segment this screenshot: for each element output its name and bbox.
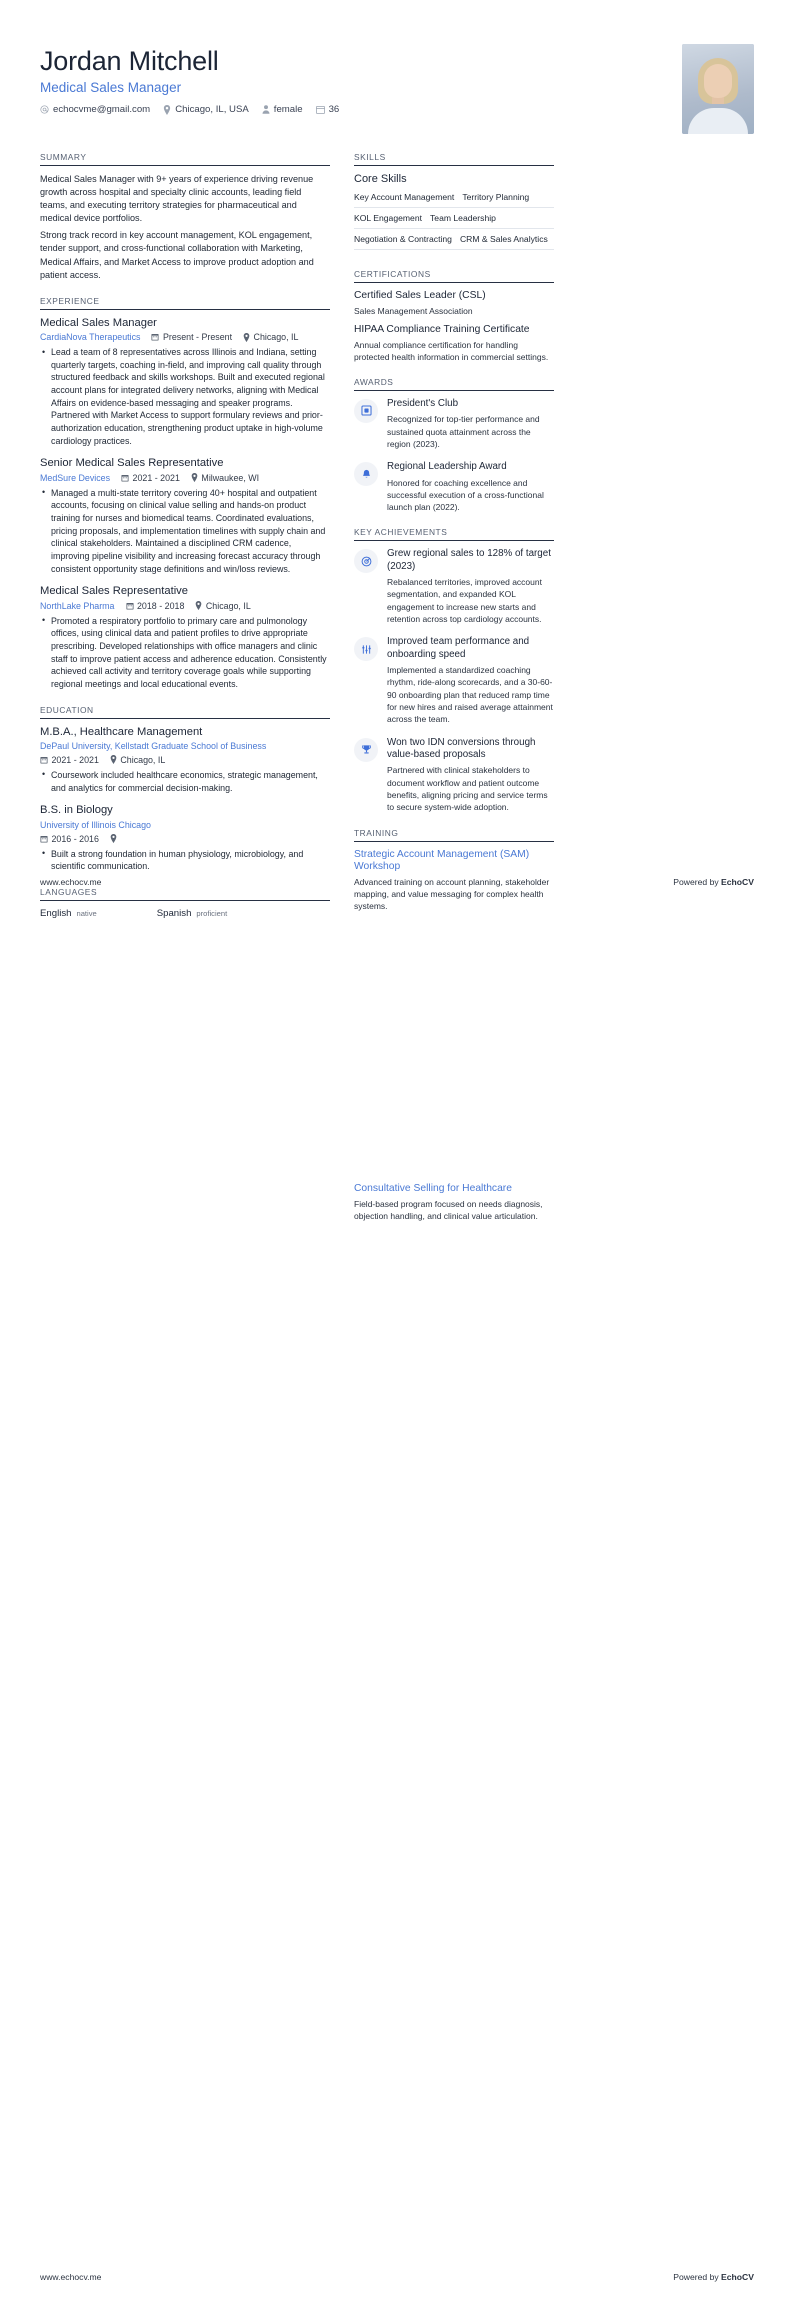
entry-title: Senior Medical Sales Representative	[40, 457, 224, 470]
certification-item	[354, 324, 554, 363]
page-title: Jordan Mitchell	[40, 46, 219, 76]
entry-org[interactable]: DePaul University, Kellstadt Graduate School of Business	[40, 740, 267, 751]
footer-powered-prefix: Powered by	[673, 877, 722, 887]
language-item	[157, 908, 228, 919]
award-title: Regional Leadership Award	[387, 461, 507, 473]
resume-header	[40, 30, 754, 134]
target-icon	[354, 549, 378, 573]
footer-powered-prefix: Powered by	[673, 2272, 722, 2282]
section-divider	[40, 718, 330, 719]
page-2	[0, 1183, 794, 2306]
section-divider	[40, 309, 330, 310]
entry-location-value: Milwaukee, WI	[201, 472, 260, 483]
location-pin-icon	[243, 333, 250, 342]
entry-dates-value: Present - Present	[162, 332, 233, 343]
entry-dates	[40, 755, 99, 765]
calendar-icon	[151, 333, 159, 341]
certification-name: Certified Sales Leader (CSL)	[354, 290, 486, 301]
location-pin-icon	[110, 755, 117, 764]
section-divider	[354, 841, 554, 842]
language-level: native	[76, 908, 97, 918]
education-entry	[40, 726, 330, 795]
entry-org[interactable]: MedSure Devices	[40, 472, 111, 483]
entry-title: B.S. in Biology	[40, 804, 113, 817]
contact-location	[163, 104, 249, 115]
entry-bullets	[40, 769, 330, 794]
contact-age-value: 36	[328, 104, 340, 116]
section-skills	[354, 152, 554, 255]
training-desc: Advanced training on account planning, stakeholder mapping, and value messaging for complex health systems.	[354, 877, 550, 912]
entry-dates-value: 2016 - 2016	[51, 833, 99, 844]
email-icon	[40, 105, 49, 114]
calendar-icon	[121, 474, 129, 482]
calendar-icon	[126, 602, 134, 610]
skill-row	[354, 234, 554, 250]
entry-org[interactable]: NorthLake Pharma	[40, 600, 115, 611]
skill-tag: Negotiation & Contracting	[354, 234, 452, 244]
section-key-achievements	[354, 527, 554, 813]
award-desc: Honored for coaching excellence and successful execution of a cross-functional launch plan (2022).	[387, 477, 544, 513]
language-item	[40, 908, 97, 919]
languages-row	[40, 908, 330, 919]
section-divider	[354, 540, 554, 541]
certification-name: HIPAA Compliance Training Certificate	[354, 323, 530, 335]
resume-body	[40, 152, 754, 933]
section-awards	[354, 377, 554, 514]
list-item: • Lead a team of 8 representatives across Illinois and Indiana, setting quarterly targets, coaching in-field, and improving call quality through structured feedback and skills workshops. Built and executed regional account plans for integrated delivery networks, aligning with Medical Affairs on evidence-based messaging and speaker programs. Partnered with Market Access to support formulary reviews and prior-authorization education, strengthening product uptake in high-volume cardiology practices.	[51, 346, 330, 447]
section-title-experience: EXPERIENCE	[40, 295, 100, 306]
entry-dates-value: 2021 - 2021	[51, 754, 99, 765]
achievement-title: Won two IDN conversions through value-based proposals	[387, 736, 536, 760]
entry-meta	[40, 741, 330, 751]
language-level: proficient	[196, 908, 228, 918]
experience-entry	[40, 317, 330, 448]
location-pin-icon	[195, 601, 202, 610]
achievement-desc: Rebalanced territories, improved account segmentation, and expanded KOL engagement to increase new starts and retention across top cardiology accounts.	[387, 577, 542, 625]
page2-right-column	[354, 1183, 554, 1229]
entry-bullets	[40, 848, 330, 873]
entry-bullets	[40, 487, 330, 575]
certification-desc: Sales Management Association	[354, 305, 473, 316]
entry-bullets	[40, 346, 330, 447]
header-identity	[40, 40, 339, 115]
footer-site[interactable]: www.echocv.me	[40, 877, 102, 887]
training-name[interactable]: Strategic Account Management (SAM) Workshop	[354, 848, 530, 873]
entry-meta-dates	[40, 834, 330, 844]
footer-powered	[673, 877, 754, 887]
training-desc: Field-based program focused on needs diagnosis, objection handling, and clinical value articulation.	[354, 1198, 543, 1221]
section-divider	[40, 900, 330, 901]
entry-title: M.B.A., Healthcare Management	[40, 725, 203, 738]
entry-location-value: Chicago, IL	[120, 754, 166, 765]
trophy-icon	[354, 738, 378, 762]
entry-meta-dates	[40, 755, 330, 765]
entry-title: Medical Sales Representative	[40, 585, 188, 598]
experience-entry	[40, 457, 330, 575]
footer-brand: EchoCV	[721, 2272, 754, 2282]
achievement-desc: Implemented a standardized coaching rhythm, ride-along scorecards, and a 30-60-90 onboarding plan that reduced ramp time for new hires and raised average attainment across the team.	[387, 665, 553, 725]
bell-icon	[354, 462, 378, 486]
section-languages	[40, 887, 330, 919]
achievement-item	[354, 548, 554, 625]
language-name: English	[40, 907, 72, 919]
job-role-subtitle: Medical Sales Manager	[40, 80, 182, 96]
section-divider	[354, 390, 554, 391]
achievement-desc: Partnered with clinical stakeholders to document workflow and patient outcome benefits, aligning pricing and service terms to secure system-wide adoption.	[387, 765, 548, 813]
list-item: • Managed a multi-state territory covering 40+ hospital and outpatient accounts, focusing on clinical value selling and hands-on product training for nurses and biomedical teams. Coordinated evaluations, pricing proposals, and implementation timelines with supply chain and clinical stakeholders. Maintained a disciplined CRM cadence, improving pipeline visibility and increasing forecast accuracy through consistent opportunity stage definitions and win/loss reviews.	[51, 487, 330, 575]
award-item	[354, 398, 554, 450]
skill-row	[354, 213, 554, 229]
entry-meta	[40, 473, 330, 483]
left-column	[40, 152, 330, 933]
section-title-key-achievements: KEY ACHIEVEMENTS	[354, 527, 448, 538]
contact-location-value: Chicago, IL, USA	[175, 104, 249, 116]
achievement-title: Improved team performance and onboarding speed	[387, 636, 530, 660]
section-title-summary: SUMMARY	[40, 152, 87, 162]
section-title-certifications: CERTIFICATIONS	[354, 269, 431, 279]
summary-paragraph: Strong track record in key account management, KOL engagement, tender support, and cross-functional collaboration with Marketing, Medical Affairs, and Market Access to improve product adoption and patient access.	[40, 230, 314, 280]
summary-paragraph: Medical Sales Manager with 9+ years of experience driving revenue growth across hospital and specialty clinic accounts, leading field teams, and executing territory strategies for pharmaceutical and medical device portfolios.	[40, 174, 314, 224]
contact-row	[40, 104, 339, 115]
section-education	[40, 705, 330, 873]
entry-meta	[40, 820, 330, 830]
location-pin-icon	[110, 834, 117, 843]
skill-row	[354, 192, 554, 208]
entry-meta	[40, 332, 330, 342]
skill-tag: Team Leadership	[430, 213, 496, 223]
education-entry	[40, 804, 330, 873]
calendar-icon	[316, 105, 325, 114]
footer-powered	[673, 2272, 754, 2282]
page-footer	[40, 2272, 754, 2282]
entry-org[interactable]: CardiaNova Therapeutics	[40, 332, 141, 343]
section-divider	[354, 165, 554, 166]
entry-location-value: Chicago, IL	[205, 600, 251, 611]
calendar-icon	[40, 756, 48, 764]
entry-dates-value: 2018 - 2018	[137, 600, 185, 611]
award-title: President's Club	[387, 397, 459, 409]
entry-meta	[40, 601, 330, 611]
skill-rows	[354, 192, 554, 255]
entry-dates-value: 2021 - 2021	[132, 472, 180, 483]
avatar	[682, 44, 754, 134]
contact-gender	[262, 104, 303, 115]
certification-desc: Annual compliance certification for handling protected health information in commercial settings.	[354, 339, 549, 362]
entry-dates	[126, 601, 185, 611]
list-item: • Promoted a respiratory portfolio to primary care and pulmonology offices, using clinical data and patient profiles to drive appropriate prescribing. Developed relationships with office managers and clinic staff to improve patient access and adherence education. Consistently achieved call activity and territory coverage goals while supporting regional meetings and local educational events.	[51, 615, 330, 691]
list-item: • Built a strong foundation in human physiology, microbiology, and scientific communication.	[51, 848, 330, 873]
skill-group-name: Core Skills	[354, 173, 407, 185]
section-divider	[354, 282, 554, 283]
entry-location-value: Chicago, IL	[253, 332, 299, 343]
section-title-languages: LANGUAGES	[40, 886, 98, 897]
section-training	[354, 828, 554, 913]
section-title-education: EDUCATION	[40, 704, 94, 715]
footer-site[interactable]: www.echocv.me	[40, 2272, 102, 2282]
contact-email-value: echocvme@gmail.com	[53, 104, 151, 116]
language-name: Spanish	[156, 907, 192, 919]
training-item	[354, 1183, 554, 1222]
entry-org[interactable]: University of Illinois Chicago	[40, 819, 151, 830]
certification-item	[354, 290, 554, 317]
award-desc: Recognized for top-tier performance and sustained quota attainment across the region (2023).	[387, 414, 540, 449]
section-title-skills: SKILLS	[354, 152, 386, 162]
section-experience	[40, 296, 330, 691]
achievement-item	[354, 636, 554, 725]
entry-dates	[40, 834, 99, 844]
list-item: • Coursework included healthcare economics, strategic management, and analytics for commercial decision-making.	[51, 769, 330, 794]
skill-tag: KOL Engagement	[354, 213, 422, 223]
page-footer	[40, 877, 754, 887]
sliders-icon	[354, 637, 378, 661]
contact-gender-value: female	[273, 104, 303, 116]
page-1	[0, 0, 794, 1123]
entry-title: Medical Sales Manager	[40, 316, 157, 329]
section-summary	[40, 152, 330, 282]
page2-body	[40, 1183, 754, 1229]
contact-email[interactable]	[40, 104, 150, 115]
experience-entry	[40, 585, 330, 690]
entry-dates	[151, 332, 232, 342]
entry-location	[243, 332, 298, 342]
achievement-title: Grew regional sales to 128% of target (2023)	[387, 548, 551, 572]
entry-dates	[121, 473, 180, 483]
contact-age	[316, 104, 340, 115]
skill-tag: Territory Planning	[462, 192, 530, 202]
section-certifications	[354, 269, 554, 363]
calendar-icon	[40, 835, 48, 843]
entry-location	[195, 601, 250, 611]
location-pin-icon	[191, 473, 198, 482]
entry-location	[110, 755, 165, 765]
right-column	[354, 152, 554, 927]
training-name[interactable]: Consultative Selling for Healthcare	[354, 1183, 512, 1194]
person-icon	[262, 105, 270, 114]
badge-square-icon	[354, 399, 378, 423]
skill-tag: CRM & Sales Analytics	[459, 234, 548, 244]
location-pin-icon	[163, 105, 171, 115]
entry-location	[110, 834, 121, 843]
award-item	[354, 461, 554, 513]
entry-location	[191, 473, 259, 483]
section-divider	[40, 165, 330, 166]
entry-bullets	[40, 615, 330, 691]
footer-brand: EchoCV	[721, 877, 754, 887]
section-title-awards: AWARDS	[354, 376, 394, 387]
skill-tag: Key Account Management	[354, 192, 455, 202]
achievement-item	[354, 737, 554, 814]
section-title-training: TRAINING	[354, 827, 399, 838]
